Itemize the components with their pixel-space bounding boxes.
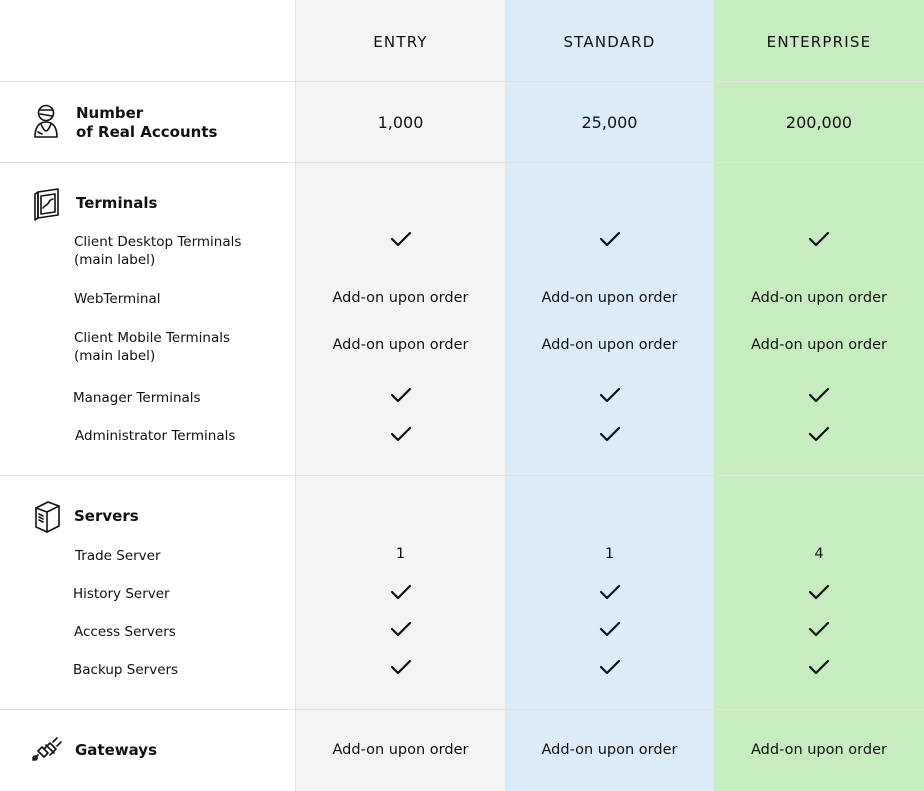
feature-manager-terminals <box>73 389 201 407</box>
row-divider <box>0 475 924 476</box>
accounts-value-standard: 25,000 <box>581 112 638 132</box>
plan-header-enterprise: ENTERPRISE <box>766 33 872 51</box>
gateways-value-entry: Add-on upon order <box>332 742 469 758</box>
check-icon <box>714 654 924 680</box>
plan-header-standard: STANDARD <box>563 33 656 51</box>
accounts-title-line1: Number <box>76 104 144 122</box>
terminal-window-icon <box>33 187 61 225</box>
check-icon <box>505 421 714 447</box>
feature-client-desktop <box>74 233 241 269</box>
feature-label: Client Mobile Terminals <box>74 330 231 346</box>
gateways-value-standard: Add-on upon order <box>541 742 678 758</box>
plug-connector-icon <box>31 736 63 768</box>
row-divider <box>0 81 924 82</box>
check-icon <box>296 654 505 680</box>
server-box-icon <box>33 499 61 537</box>
feature-webterminal <box>74 290 160 308</box>
gateways-value-enterprise: Add-on upon order <box>751 742 887 758</box>
feature-history-server: History Server <box>73 586 170 602</box>
feature-label: WebTerminal <box>74 291 161 307</box>
gateways-title: Gateways <box>75 741 158 759</box>
feature-sublabel: (main label) <box>74 348 156 364</box>
accounts-title-line2: of Real Accounts <box>76 123 218 141</box>
accounts-value-entry: 1,000 <box>377 112 424 132</box>
terminals-value-enterprise: Add-on upon order <box>751 337 887 353</box>
check-icon <box>296 579 505 605</box>
check-icon <box>714 579 924 605</box>
servers-value-entry: 1 <box>395 546 406 562</box>
feature-client-mobile <box>74 329 230 365</box>
servers-value-enterprise: 4 <box>814 546 824 562</box>
check-icon <box>505 579 714 605</box>
row-divider <box>0 709 924 710</box>
check-icon <box>296 382 505 408</box>
feature-sublabel: (main label) <box>74 252 156 268</box>
check-icon <box>296 616 505 642</box>
terminals-value-standard: Add-on upon order <box>541 337 678 353</box>
feature-backup-servers: Backup Servers <box>73 662 179 678</box>
terminals-value-entry: Add-on upon order <box>332 337 469 353</box>
check-icon <box>296 226 505 252</box>
check-icon <box>505 382 714 408</box>
check-icon <box>714 616 924 642</box>
check-icon <box>505 226 714 252</box>
plan-header-entry: ENTRY <box>373 33 428 51</box>
terminals-title: Terminals <box>76 194 158 212</box>
check-icon <box>296 421 505 447</box>
feature-administrator-terminals <box>75 427 235 445</box>
feature-access-servers: Access Servers <box>74 624 176 640</box>
check-icon <box>505 616 714 642</box>
accounts-value-enterprise: 200,000 <box>785 112 853 132</box>
row-divider <box>0 162 924 163</box>
check-icon <box>714 421 924 447</box>
check-icon <box>714 382 924 408</box>
terminals-value-enterprise: Add-on upon order <box>751 290 887 306</box>
feature-label: Manager Terminals <box>73 390 201 406</box>
check-icon <box>714 226 924 252</box>
feature-label: Client Desktop Terminals <box>74 234 242 250</box>
servers-value-standard: 1 <box>604 546 615 562</box>
check-icon <box>505 654 714 680</box>
terminals-value-standard: Add-on upon order <box>541 290 678 306</box>
accounts-title <box>76 104 217 142</box>
user-icon <box>32 104 60 144</box>
servers-title: Servers <box>74 507 139 525</box>
feature-trade-server: Trade Server <box>75 548 161 564</box>
feature-label: Administrator Terminals <box>75 428 236 444</box>
terminals-value-entry: Add-on upon order <box>332 290 469 306</box>
